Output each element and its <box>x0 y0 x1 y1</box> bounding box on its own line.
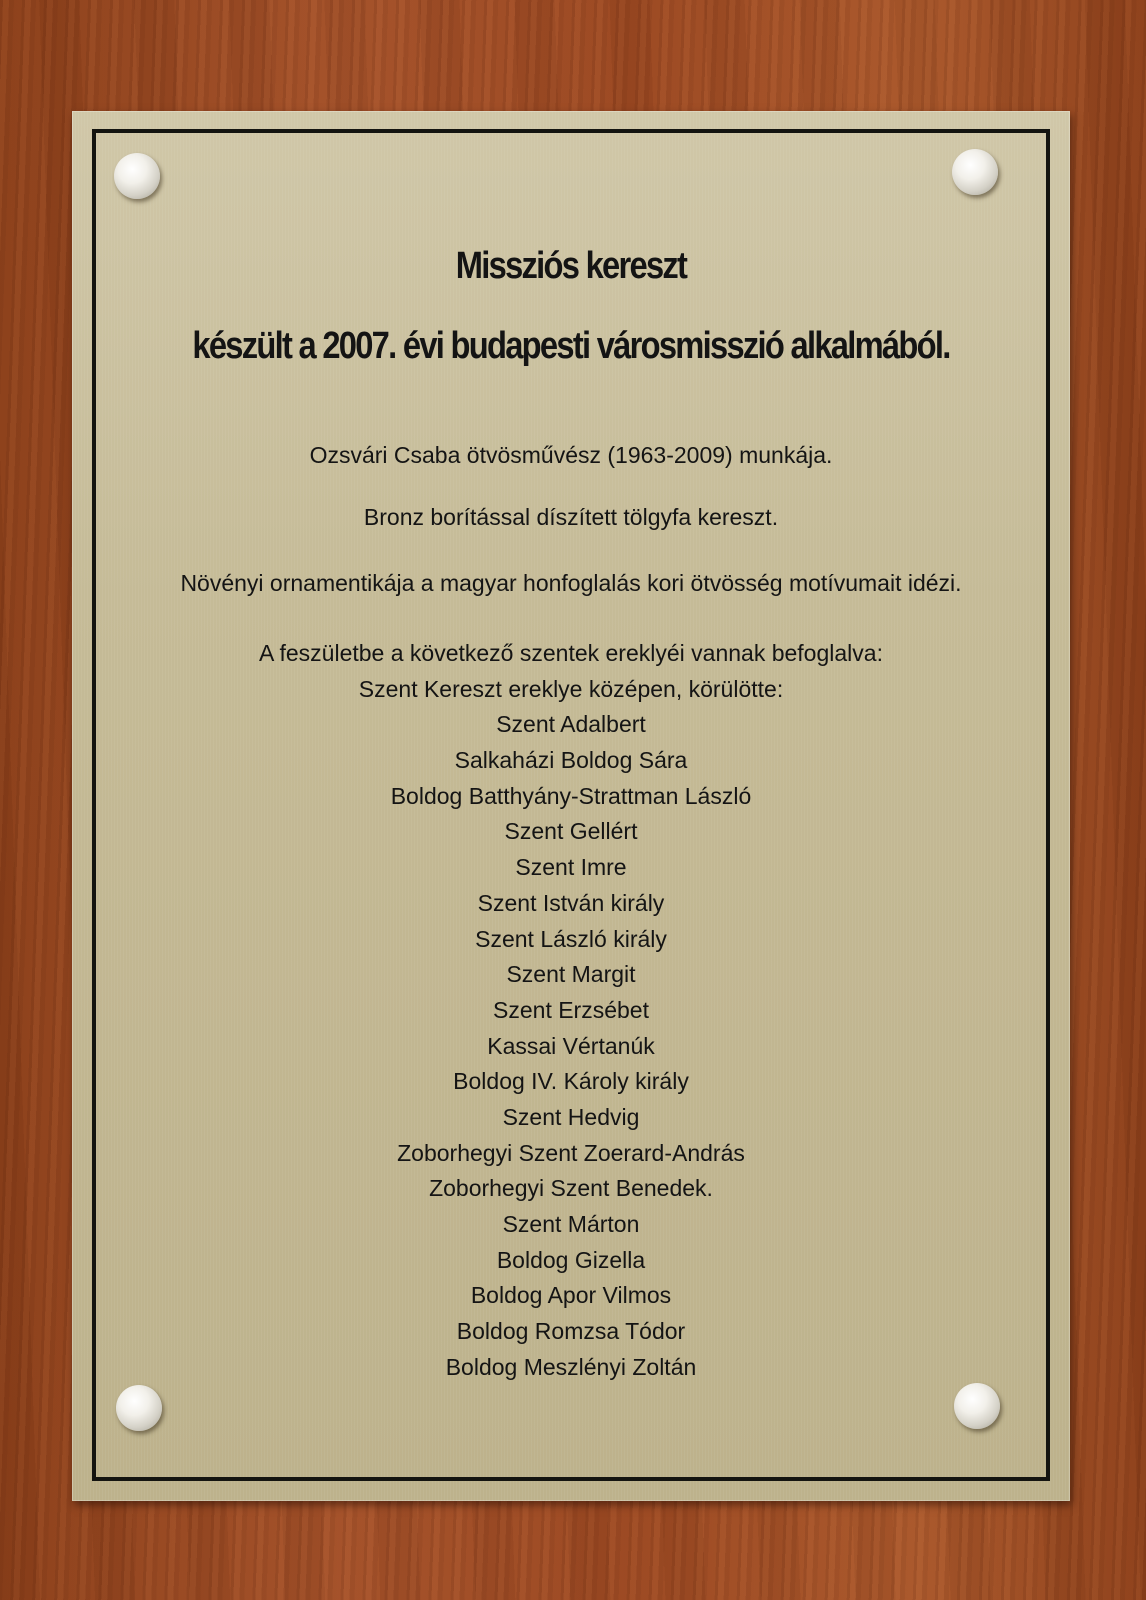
list-item: Szent László király <box>475 925 667 952</box>
list-item: Boldog Meszlényi Zoltán <box>445 1353 697 1380</box>
screw-icon <box>114 153 160 199</box>
screw-icon <box>954 1383 1000 1429</box>
maker-line: Ozsvári Csaba ötvösművész (1963-2009) munkája. <box>309 442 833 468</box>
list-item: Boldog IV. Károly király <box>453 1068 689 1095</box>
list-item: A feszületbe a következő szentek ereklyéi vannak befoglalva: <box>259 640 883 666</box>
list-item: Boldog Apor Vilmos <box>470 1282 672 1309</box>
list-item: Boldog Gizella <box>496 1246 646 1273</box>
list-item: Zoborhegyi Szent Benedek. <box>429 1175 713 1202</box>
list-item: Kassai Vértanúk <box>487 1032 655 1059</box>
list-item: Szent Erzsébet <box>493 996 649 1023</box>
screw-icon <box>952 149 998 195</box>
material-line: Bronz borítással díszített tölgyfa kereszt. <box>363 504 779 530</box>
list-item: Szent Imre <box>515 854 627 881</box>
list-item: Szent Gellért <box>504 818 638 845</box>
relics-list <box>126 636 1016 1385</box>
screw-icon <box>116 1385 162 1431</box>
brass-plaque <box>72 111 1070 1501</box>
list-item: Szent Kereszt ereklye középen, körülötte: <box>358 675 784 702</box>
list-item: Szent Márton <box>502 1211 640 1237</box>
plaque-title: Missziós kereszt <box>455 245 687 287</box>
ornament-line: Növényi ornamentikája a magyar honfoglalás kori ötvösség motívumait idézi. <box>180 570 962 596</box>
plaque-border <box>92 129 1050 1481</box>
list-item: Szent Hedvig <box>502 1103 640 1130</box>
list-item: Boldog Batthyány-Strattman László <box>390 782 752 809</box>
list-item: Szent István király <box>477 889 665 916</box>
list-item: Zoborhegyi Szent Zoerard-András <box>397 1139 745 1166</box>
list-item: Szent Adalbert <box>496 711 646 738</box>
plaque-subtitle: készült a 2007. évi budapesti városmisszió alkalmából. <box>192 325 950 367</box>
list-item: Boldog Romzsa Tódor <box>456 1318 686 1345</box>
list-item: Szent Margit <box>506 961 636 988</box>
list-item: Salkaházi Boldog Sára <box>454 747 688 774</box>
